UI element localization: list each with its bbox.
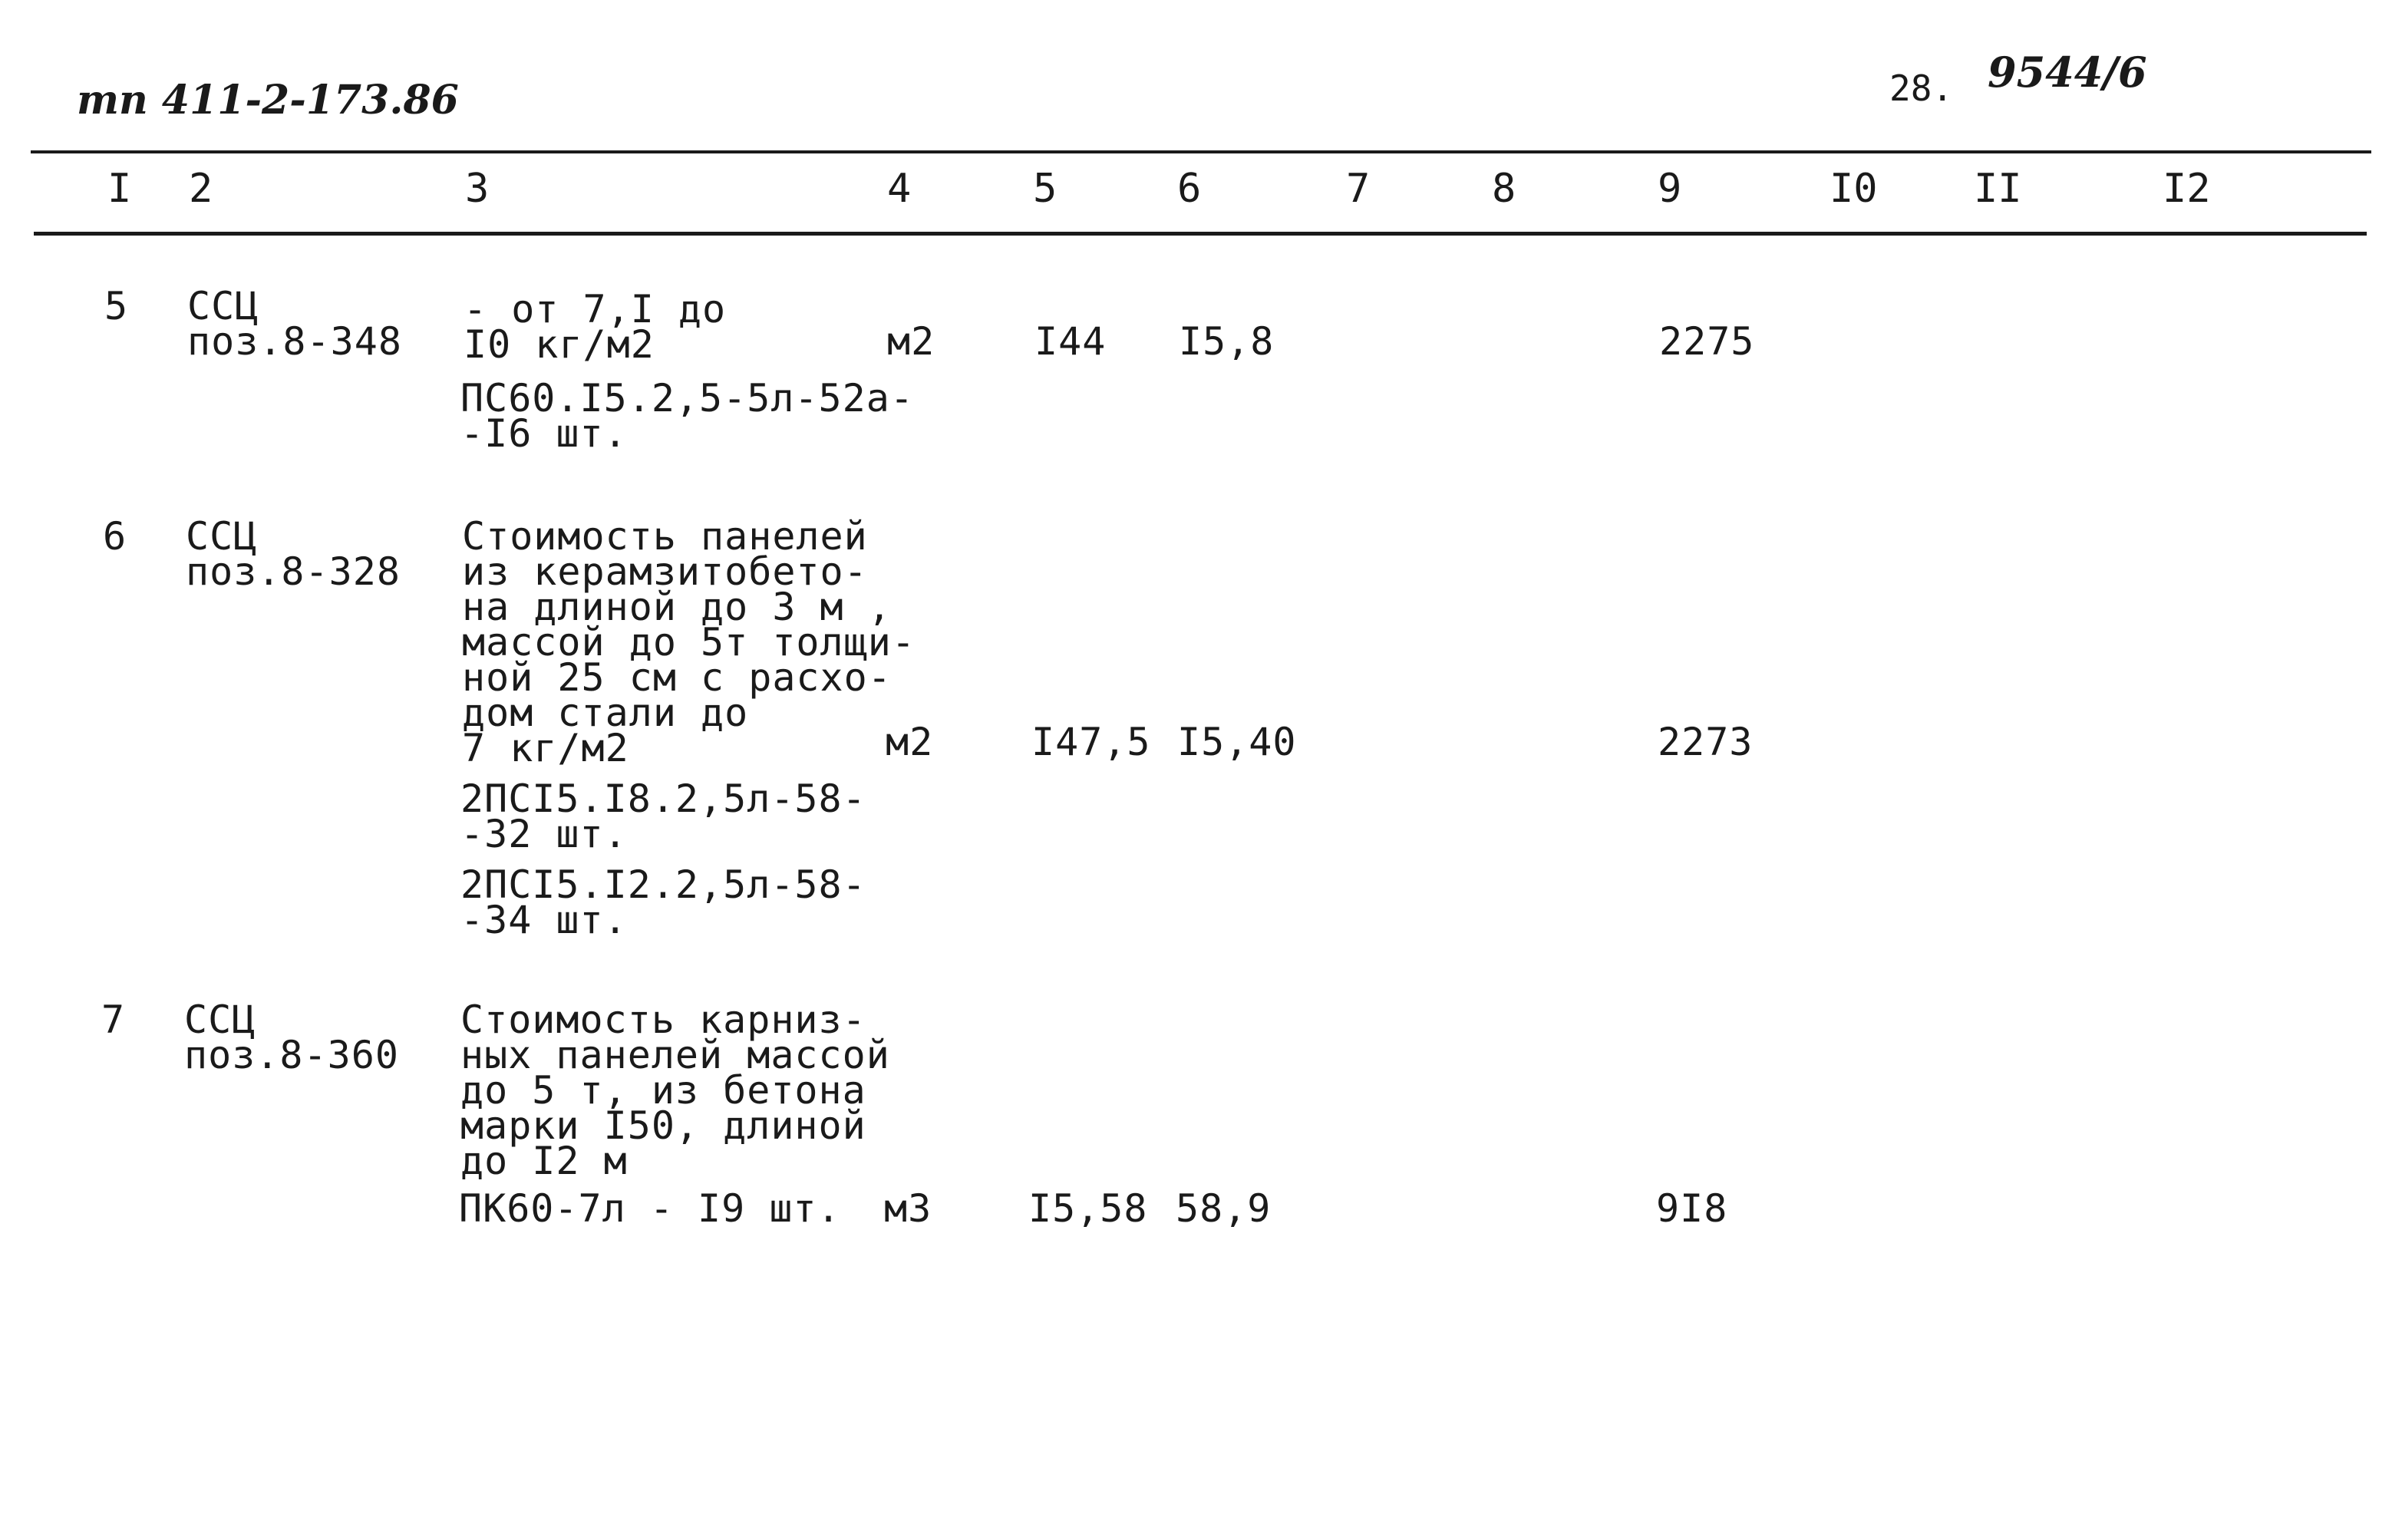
column-5-value: I47,5 bbox=[1031, 720, 1151, 764]
column-header: 5 bbox=[1033, 166, 1057, 212]
source-reference: ССЦ поз.8-360 bbox=[184, 998, 399, 1077]
item-marking: 2ПСI5.I8.2,5л-58- -32 шт. bbox=[460, 777, 866, 856]
column-header: I2 bbox=[2163, 166, 2211, 212]
item-description: Стоимость карниз- ных панелей массой до 5 т, из бетона марки I50, длиной до I2 м bbox=[460, 998, 890, 1183]
column-9-value: 2273 bbox=[1658, 720, 1754, 764]
item-marking: ПС60.I5.2,5-5л-52а- -I6 шт. bbox=[460, 376, 914, 456]
column-header: I0 bbox=[1830, 166, 1878, 212]
row-number: 6 bbox=[103, 514, 127, 559]
unit-of-measure: м2 bbox=[887, 319, 935, 364]
table-top-rule bbox=[31, 150, 2371, 153]
column-6-value: I5,8 bbox=[1179, 319, 1275, 364]
table-header-rule bbox=[34, 232, 2367, 236]
column-header: 2 bbox=[189, 166, 213, 212]
column-6-value: 58,9 bbox=[1176, 1186, 1272, 1231]
column-5-value: I44 bbox=[1034, 319, 1107, 364]
column-header: 7 bbox=[1346, 166, 1371, 212]
column-6-value: I5,40 bbox=[1177, 720, 1297, 764]
source-reference: ССЦ поз.8-348 bbox=[187, 284, 402, 364]
column-header: II bbox=[1974, 166, 2022, 212]
unit-of-measure: м3 bbox=[884, 1186, 932, 1231]
item-description: Стоимость панелей из керамзитобето- на длиной до 3 м , массой до 5т толщи- ной 25 см с расхо- дом стали до 7 кг/м2 bbox=[462, 514, 916, 770]
unit-of-measure: м2 bbox=[886, 720, 934, 764]
column-header: 8 bbox=[1492, 166, 1516, 212]
item-marking: ПК60-7л - I9 шт. bbox=[459, 1186, 841, 1231]
row-number: 5 bbox=[104, 284, 129, 328]
column-header: 3 bbox=[465, 166, 490, 212]
column-9-value: 9I8 bbox=[1656, 1186, 1728, 1231]
column-9-value: 2275 bbox=[1659, 319, 1755, 364]
column-header: I bbox=[107, 166, 132, 212]
column-header: 4 bbox=[887, 166, 912, 212]
item-description: - от 7,I до I0 кг/м2 bbox=[464, 287, 727, 367]
source-reference: ССЦ поз.8-328 bbox=[186, 514, 401, 594]
sheet-reference: 9544/6 bbox=[1988, 48, 2147, 97]
document-code: тп 411-2-173.86 bbox=[77, 77, 459, 124]
row-number: 7 bbox=[101, 998, 126, 1042]
column-5-value: I5,58 bbox=[1028, 1186, 1148, 1231]
column-header: 6 bbox=[1177, 166, 1202, 212]
page-number: 28. bbox=[1889, 68, 1954, 109]
column-header: 9 bbox=[1658, 166, 1682, 212]
item-marking: 2ПСI5.I2.2,5л-58- -34 шт. bbox=[460, 862, 866, 942]
